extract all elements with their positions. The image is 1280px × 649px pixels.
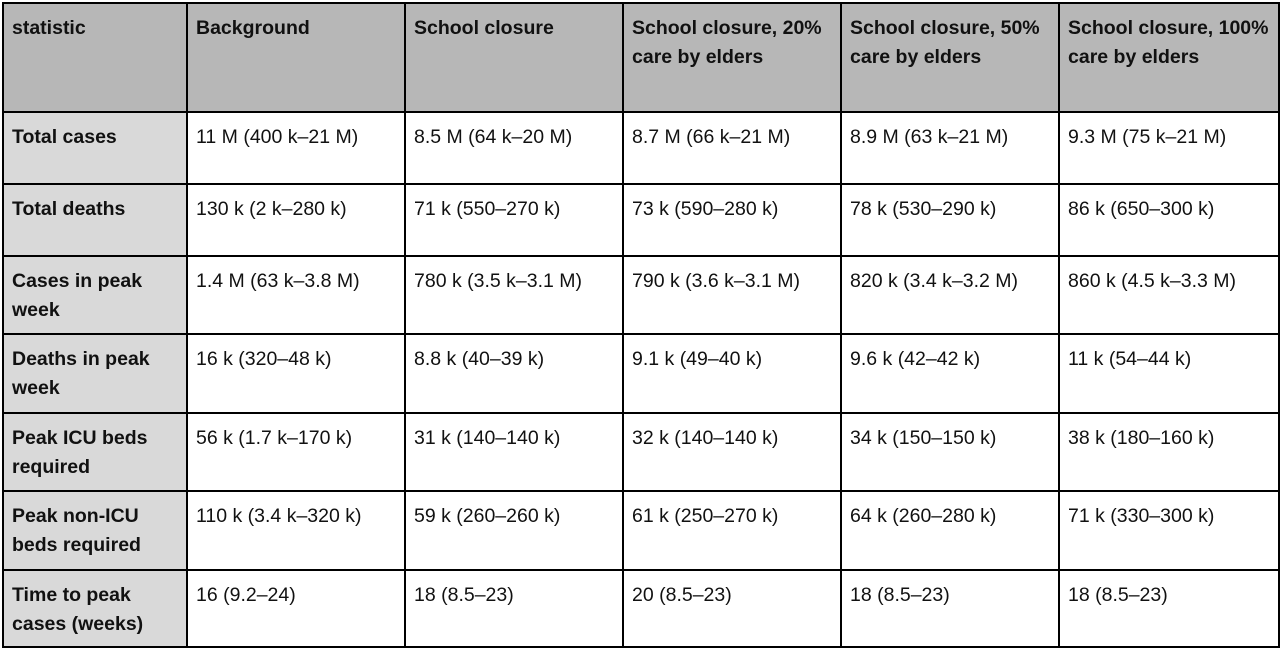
table-cell: 790 k (3.6 k–3.1 M) bbox=[623, 256, 841, 334]
row-label: Total cases bbox=[3, 112, 187, 184]
header-row bbox=[3, 3, 1279, 112]
table-cell: 11 k (54–44 k) bbox=[1059, 334, 1279, 413]
header-cell-background: Background bbox=[187, 3, 405, 112]
header-cell-statistic: statistic bbox=[3, 3, 187, 112]
table-row bbox=[3, 184, 1279, 256]
table-cell: 1.4 M (63 k–3.8 M) bbox=[187, 256, 405, 334]
table-cell: 71 k (550–270 k) bbox=[405, 184, 623, 256]
table-cell: 18 (8.5–23) bbox=[405, 570, 623, 647]
table-cell: 18 (8.5–23) bbox=[841, 570, 1059, 647]
table-cell: 8.9 M (63 k–21 M) bbox=[841, 112, 1059, 184]
table-row bbox=[3, 413, 1279, 491]
table-cell: 38 k (180–160 k) bbox=[1059, 413, 1279, 491]
statistics-table bbox=[2, 2, 1280, 648]
table-row bbox=[3, 112, 1279, 184]
row-label: Cases in peak week bbox=[3, 256, 187, 334]
table-cell: 78 k (530–290 k) bbox=[841, 184, 1059, 256]
header-cell-school-closure-50: School closure, 50% care by elders bbox=[841, 3, 1059, 112]
table-row bbox=[3, 491, 1279, 570]
row-label: Time to peak cases (weeks) bbox=[3, 570, 187, 647]
header-cell-school-closure-100: School closure, 100% care by elders bbox=[1059, 3, 1279, 112]
table-cell: 16 k (320–48 k) bbox=[187, 334, 405, 413]
header-cell-school-closure-20: School closure, 20% care by elders bbox=[623, 3, 841, 112]
table-cell: 34 k (150–150 k) bbox=[841, 413, 1059, 491]
table-cell: 59 k (260–260 k) bbox=[405, 491, 623, 570]
table-cell: 56 k (1.7 k–170 k) bbox=[187, 413, 405, 491]
table-cell: 86 k (650–300 k) bbox=[1059, 184, 1279, 256]
table-row bbox=[3, 570, 1279, 647]
table-header bbox=[3, 3, 1279, 112]
table-cell: 860 k (4.5 k–3.3 M) bbox=[1059, 256, 1279, 334]
row-label: Total deaths bbox=[3, 184, 187, 256]
table-cell: 20 (8.5–23) bbox=[623, 570, 841, 647]
table-cell: 9.1 k (49–40 k) bbox=[623, 334, 841, 413]
row-label: Peak ICU beds required bbox=[3, 413, 187, 491]
table-cell: 16 (9.2–24) bbox=[187, 570, 405, 647]
table-cell: 11 M (400 k–21 M) bbox=[187, 112, 405, 184]
table-cell: 71 k (330–300 k) bbox=[1059, 491, 1279, 570]
table-cell: 8.7 M (66 k–21 M) bbox=[623, 112, 841, 184]
table-cell: 8.5 M (64 k–20 M) bbox=[405, 112, 623, 184]
table-row bbox=[3, 256, 1279, 334]
table-cell: 31 k (140–140 k) bbox=[405, 413, 623, 491]
table-cell: 32 k (140–140 k) bbox=[623, 413, 841, 491]
table-cell: 18 (8.5–23) bbox=[1059, 570, 1279, 647]
row-label: Deaths in peak week bbox=[3, 334, 187, 413]
table-body bbox=[3, 112, 1279, 647]
table-cell: 64 k (260–280 k) bbox=[841, 491, 1059, 570]
table-cell: 130 k (2 k–280 k) bbox=[187, 184, 405, 256]
table-cell: 9.3 M (75 k–21 M) bbox=[1059, 112, 1279, 184]
table-cell: 110 k (3.4 k–320 k) bbox=[187, 491, 405, 570]
table-cell: 820 k (3.4 k–3.2 M) bbox=[841, 256, 1059, 334]
table-cell: 61 k (250–270 k) bbox=[623, 491, 841, 570]
table-cell: 780 k (3.5 k–3.1 M) bbox=[405, 256, 623, 334]
header-cell-school-closure: School closure bbox=[405, 3, 623, 112]
table-row bbox=[3, 334, 1279, 413]
table-cell: 73 k (590–280 k) bbox=[623, 184, 841, 256]
row-label: Peak non-ICU beds required bbox=[3, 491, 187, 570]
table-cell: 8.8 k (40–39 k) bbox=[405, 334, 623, 413]
table-cell: 9.6 k (42–42 k) bbox=[841, 334, 1059, 413]
